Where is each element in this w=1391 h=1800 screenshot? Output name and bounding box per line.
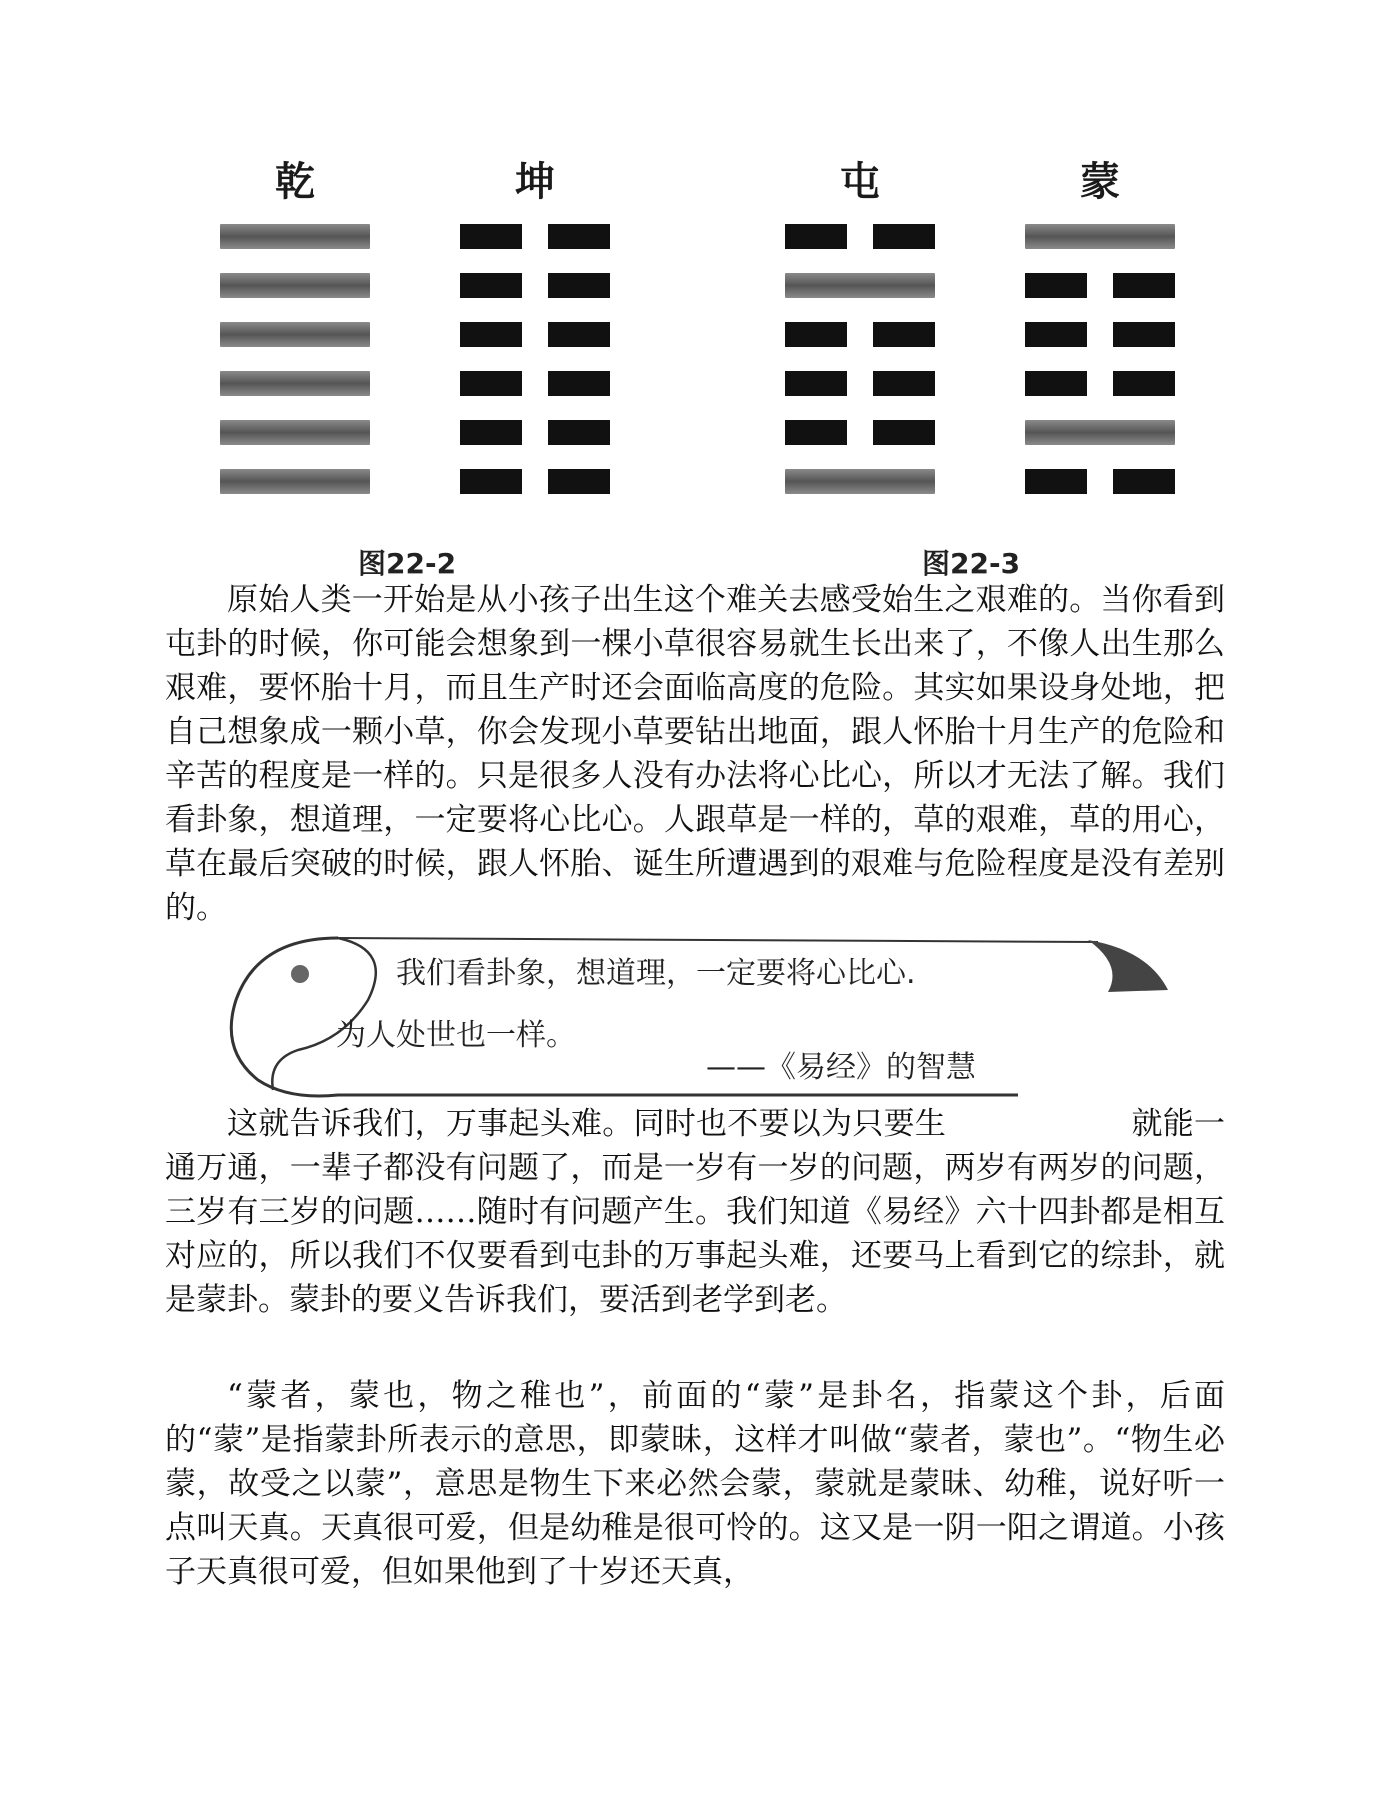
hexagram-title-qian: 乾: [275, 159, 315, 205]
quote-source: ——《易经》的智慧: [706, 1050, 976, 1085]
yang-line: [1025, 224, 1175, 249]
paragraph-3: “蒙者，蒙也，物之稚也”，前面的“蒙”是卦名，指蒙这个卦，后面的“蒙”是指蒙卦所表示的意思，即蒙昧，这样才叫做“蒙者，蒙也”。“物生必蒙，故受之以蒙”，意思是物生下来必然会蒙，蒙就是蒙昧、幼稚，说好听一点叫天真。天真很可爱，但是幼稚是很可怜的。这又是一阴一阳之谓道。小孩子天真很可爱，但如果他到了十岁还天真，: [165, 1378, 1225, 1590]
figure-caption-22-3: 图22-3: [922, 547, 1021, 580]
hexagram-qian: [220, 224, 370, 518]
yin-line: [1025, 469, 1175, 494]
hexagram-zhun: [785, 224, 935, 518]
quote-line-1: 我们看卦象，想道理，一定要将心比心.: [396, 956, 916, 991]
yang-line: [220, 224, 370, 249]
paragraph-2-rest: 就能一通万通，一辈子都没有问题了，而是一岁有一岁的问题，两岁有两岁的问题，三岁有三岁的问题……随时有问题产生。我们知道《易经》六十四卦都是相互对应的，所以我们不仅要看到屯卦的万事起头难，还要马上看到它的综卦，就是蒙卦。蒙卦的要义告诉我们，要活到老学到老。: [165, 1106, 1226, 1318]
paragraph-1-block: [165, 578, 1225, 930]
yang-line: [785, 273, 935, 298]
hexagram-title-zhun: 屯: [840, 159, 880, 205]
paragraph-1: 原始人类一开始是从小孩子出生这个难关去感受始生之艰难的。当你看到屯卦的时候，你可能会想象到一棵小草很容易就生长出来了，不像人出生那么艰难，要怀胎十月，而且生产时还会面临高度的危险。其实如果设身处地，把自己想象成一颗小草，你会发现小草要钻出地面，跟人怀胎十月生产的危险和辛苦的程度是一样的。只是很多人没有办法将心比心，所以才无法了解。我们看卦象，想道理，一定要将心比心。人跟草是一样的，草的艰难，草的用心，草在最后突破的时候，跟人怀胎、诞生所遭遇到的艰难与危险程度是没有差别的。: [165, 582, 1225, 926]
yang-line: [220, 371, 370, 396]
yang-line: [220, 420, 370, 445]
paragraph-2-block: [165, 1102, 1225, 1322]
yin-line: [460, 322, 610, 347]
paragraph-2-start: 这就告诉我们，万事起头难。同时也不要以为只要生: [227, 1106, 947, 1142]
quote-line-2: 为人处世也一样。: [336, 1018, 576, 1053]
hexagram-title-meng: 蒙: [1080, 159, 1120, 205]
yang-line: [220, 322, 370, 347]
yin-line: [1025, 371, 1175, 396]
yin-line: [785, 371, 935, 396]
yang-line: [220, 469, 370, 494]
yin-line: [1025, 273, 1175, 298]
hexagram-figure: [0, 150, 1391, 590]
yin-line: [460, 371, 610, 396]
yin-line: [785, 420, 935, 445]
yin-line: [460, 224, 610, 249]
yang-line: [220, 273, 370, 298]
yin-line: [460, 420, 610, 445]
hexagram-meng: [1025, 224, 1175, 518]
hexagram-title-kun: 坤: [515, 159, 555, 205]
yin-line: [460, 273, 610, 298]
figure-caption-22-2: 图22-2: [358, 547, 457, 580]
hexagram-kun: [460, 224, 610, 518]
yin-line: [785, 224, 935, 249]
paragraph-3-block: [165, 1374, 1225, 1594]
yin-line: [785, 322, 935, 347]
yin-line: [1025, 322, 1175, 347]
yin-line: [460, 469, 610, 494]
yang-line: [785, 469, 935, 494]
quote-box: [218, 930, 1178, 1100]
yang-line: [1025, 420, 1175, 445]
paragraph-2: [165, 1102, 1225, 1322]
